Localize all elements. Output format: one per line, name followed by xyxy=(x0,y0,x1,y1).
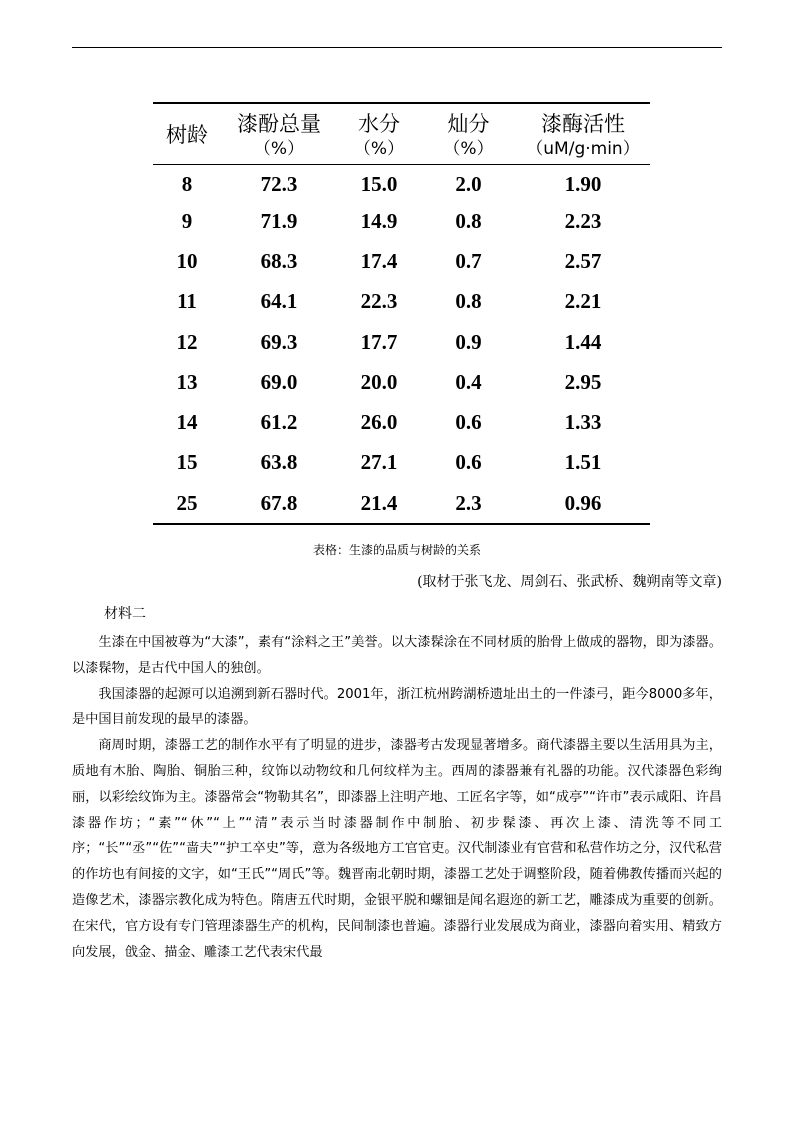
table-cell: 68.3 xyxy=(260,248,298,273)
table-row xyxy=(153,165,650,202)
table-cell: 0.8 xyxy=(455,289,482,314)
paragraph: 商周时期，漆器工艺的制作水平有了明显的进步，漆器考古发现显著增多。商代漆器主要以生活用具为主，质地有木胎、陶胎、铜胎三种，纹饰以动物纹和几何纹样为主。西周的漆器兼有礼器的功能。汉代漆器色彩绚丽，以彩绘纹饰为主。漆器常会“物勒其名”，即漆器上注明产地、工匠名字等，如“成亭”“许市”表示咸阳、许昌漆器作坊；“素”“休”“上”“清”表示当时漆器制作中制胎、初步髹漆、再次上漆、清洗等不同工序；“长”“丞”“佐”“啬夫”“护工卒史”等，意为各级地方工官官吏。汉代制漆业有官营和私营作坊之分，汉代私营的作坊也有间接的文字，如“王氏”“周氏”等。魏晋南北朝时期，漆器工艺处于调整阶段，随着佛教传播而兴起的造像艺术，漆器宗教化成为特色。隋唐五代时期，金银平脱和螺钿是闻名遐迩的新工艺，雕漆成为重要的创新。在宋代，官方设有专门管理漆器生产的机构，民间制漆也普遍。漆器行业发展成为商业，漆器向着实用、精致方向发展，戗金、描金、雕漆工艺代表宋代最 xyxy=(72,738,722,960)
table-cell: 72.3 xyxy=(260,171,298,196)
table-row xyxy=(153,201,650,241)
table-cell: 20.0 xyxy=(360,369,398,394)
table-cell: 25 xyxy=(176,490,198,515)
table-row xyxy=(153,322,650,362)
table-cell: 14 xyxy=(176,410,198,435)
column-header-unit: （%） xyxy=(353,139,405,159)
table-cell: 69.0 xyxy=(260,369,298,394)
table-row xyxy=(153,362,650,402)
column-header-label: 漆酚总量 xyxy=(237,112,321,136)
table-cell: 1.51 xyxy=(564,450,602,475)
table-header-row xyxy=(153,103,650,165)
table-cell: 61.2 xyxy=(260,410,298,435)
table-cell: 12 xyxy=(176,329,198,354)
header-rule xyxy=(72,47,722,48)
table-cell: 67.8 xyxy=(260,490,298,515)
data-table xyxy=(153,102,650,525)
column-header-laccase xyxy=(516,103,650,165)
table-cell: 11 xyxy=(177,289,197,314)
source-citation: (取材于张飞龙、周剑石、张武桥、魏朔南等文章) xyxy=(417,574,722,590)
table-cell: 63.8 xyxy=(260,450,298,475)
table-row xyxy=(153,402,650,442)
table-cell: 22.3 xyxy=(360,289,398,314)
table-cell: 0.7 xyxy=(455,248,482,273)
table-cell: 64.1 xyxy=(260,289,298,314)
table-cell: 2.0 xyxy=(455,171,482,196)
column-header-label: 树龄 xyxy=(166,123,208,147)
table-caption: 表格：生漆的品质与树龄的关系 xyxy=(312,543,481,557)
body-text xyxy=(72,630,722,965)
table-cell: 1.90 xyxy=(564,171,602,196)
table-cell: 69.3 xyxy=(260,329,298,354)
table-cell: 17.7 xyxy=(360,329,398,354)
table-cell: 8 xyxy=(181,171,193,196)
table-cell: 2.21 xyxy=(564,289,602,314)
table-cell: 2.23 xyxy=(564,208,602,233)
table-cell: 15 xyxy=(176,450,198,475)
table-cell: 0.6 xyxy=(455,410,482,435)
table-row xyxy=(153,483,650,524)
table-cell: 13 xyxy=(176,369,198,394)
table-cell: 1.33 xyxy=(564,410,602,435)
section-heading: 材料二 xyxy=(104,606,146,622)
table-cell: 2.95 xyxy=(564,369,602,394)
table-cell: 0.9 xyxy=(455,329,482,354)
paragraph: 生漆在中国被尊为“大漆”，素有“涂料之王”美誉。以大漆髹涂在不同材质的胎骨上做成的器物，即为漆器。以漆髹物，是古代中国人的独创。 xyxy=(72,635,722,676)
table-cell: 17.4 xyxy=(360,248,398,273)
paragraph: 我国漆器的起源可以追溯到新石器时代。2001年，浙江杭州跨湖桥遗址出土的一件漆弓，距今8000多年，是中国目前发现的最早的漆器。 xyxy=(72,686,722,728)
table-cell: 27.1 xyxy=(360,450,398,475)
column-header-water xyxy=(337,103,421,165)
table-row xyxy=(153,282,650,322)
table-cell: 0.6 xyxy=(455,450,482,475)
table-cell: 10 xyxy=(176,248,198,273)
table-cell: 21.4 xyxy=(360,490,398,515)
column-header-unit: （%） xyxy=(443,139,494,159)
table-cell: 0.4 xyxy=(455,369,482,394)
column-header-urushiol xyxy=(221,103,337,165)
table-cell: 71.9 xyxy=(260,208,298,233)
table-cell: 2.3 xyxy=(455,490,482,515)
table-cell: 9 xyxy=(181,208,193,233)
column-header-tree-age xyxy=(153,103,221,165)
table-cell: 1.44 xyxy=(564,329,602,354)
table-cell: 0.96 xyxy=(564,490,602,515)
table-cell: 2.57 xyxy=(564,248,602,273)
column-header-gum xyxy=(421,103,516,165)
table-row xyxy=(153,443,650,483)
column-header-label: 漆酶活性 xyxy=(541,112,625,136)
table-cell: 14.9 xyxy=(360,208,398,233)
column-header-unit: （%） xyxy=(253,139,305,159)
table-cell: 26.0 xyxy=(360,410,398,435)
column-header-label: 水分 xyxy=(358,112,400,136)
column-header-unit: （uM/g·min） xyxy=(526,139,640,159)
table-row xyxy=(153,241,650,281)
table-cell: 0.8 xyxy=(455,208,482,233)
table-cell: 15.0 xyxy=(360,171,398,196)
column-header-label: 灿分 xyxy=(447,112,490,136)
